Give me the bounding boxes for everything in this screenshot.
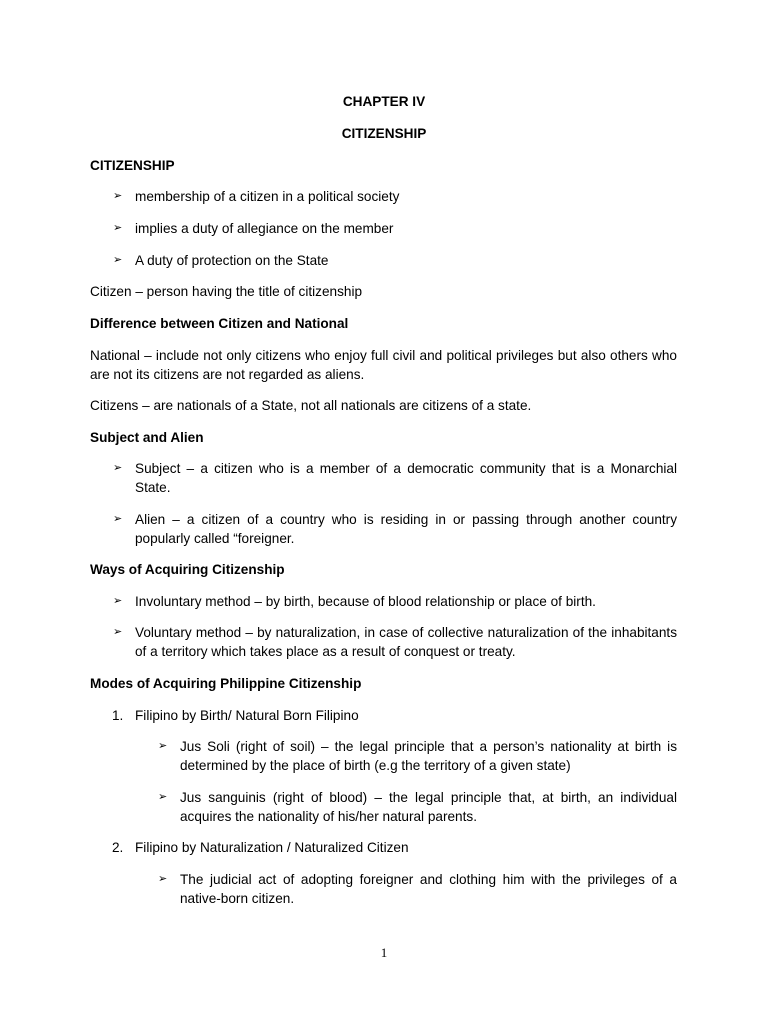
- bullet-item: Involuntary method – by birth, because of blood relationship or place of birth.: [135, 594, 596, 609]
- bullet-arrow-icon: ➢: [113, 222, 123, 234]
- citizens-definition: Citizens – are nationals of a State, not all nationals are citizens of a state.: [90, 398, 532, 413]
- page-number: 1: [380, 945, 388, 960]
- section-heading-difference: Difference between Citizen and National: [90, 316, 349, 331]
- bullet-arrow-icon: ➢: [113, 190, 123, 202]
- sub-bullet-item: The judicial act of adopting foreigner and clothing him with the privileges of a native-born citizen.: [180, 872, 677, 906]
- bullet-item: membership of a citizen in a political society: [135, 189, 400, 204]
- bullet-item: Alien – a citizen of a country who is residing in or passing through another country popularly called “foreigner.: [135, 512, 677, 546]
- sub-bullet-item: Jus sanguinis (right of blood) – the legal principle that, at birth, an individual acquires the nationality of his/her natural parents.: [180, 790, 677, 824]
- bullet-item: A duty of protection on the State: [135, 253, 329, 268]
- bullet-arrow-icon: ➢: [113, 595, 123, 607]
- bullet-arrow-icon: ➢: [158, 873, 168, 885]
- bullet-arrow-icon: ➢: [158, 791, 168, 803]
- section-heading-subject-alien: Subject and Alien: [90, 430, 204, 445]
- bullet-arrow-icon: ➢: [113, 254, 123, 266]
- chapter-heading: CHAPTER IV: [342, 94, 426, 109]
- list-number: 2.: [112, 840, 124, 855]
- bullet-arrow-icon: ➢: [113, 462, 123, 474]
- bullet-arrow-icon: ➢: [158, 740, 168, 752]
- section-heading-modes: Modes of Acquiring Philippine Citizenship: [90, 676, 362, 691]
- citizen-definition: Citizen – person having the title of citizenship: [90, 284, 363, 299]
- chapter-title: CITIZENSHIP: [341, 126, 427, 141]
- section-heading-citizenship: CITIZENSHIP: [90, 158, 175, 173]
- numbered-item-label: Filipino by Naturalization / Naturalized Citizen: [135, 840, 409, 855]
- numbered-item-label: Filipino by Birth/ Natural Born Filipino: [135, 708, 359, 723]
- bullet-item: Subject – a citizen who is a member of a democratic community that is a Monarchial State.: [135, 461, 677, 495]
- bullet-item: implies a duty of allegiance on the member: [135, 221, 394, 236]
- section-heading-ways: Ways of Acquiring Citizenship: [90, 562, 285, 577]
- list-number: 1.: [112, 708, 124, 723]
- bullet-arrow-icon: ➢: [113, 513, 123, 525]
- bullet-item: Voluntary method – by naturalization, in case of collective naturalization of the inhabitants of a territory which takes place as a result of conquest or treaty.: [135, 625, 677, 659]
- national-definition: National – include not only citizens who enjoy full civil and political privileges but also others who are not its citizens are not regarded as aliens.: [90, 348, 677, 382]
- sub-bullet-item: Jus Soli (right of soil) – the legal principle that a person’s nationality at birth is determined by the place of birth (e.g the territory of a given state): [180, 739, 677, 773]
- bullet-arrow-icon: ➢: [113, 626, 123, 638]
